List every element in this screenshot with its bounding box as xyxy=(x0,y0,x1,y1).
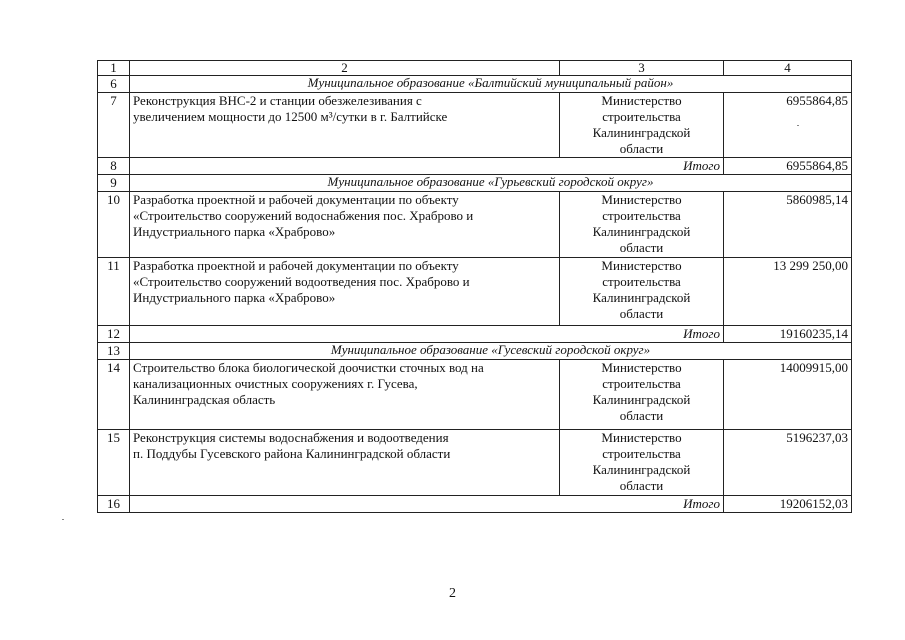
row-number: 11 xyxy=(98,258,130,326)
row-number: 6 xyxy=(98,76,130,93)
project-description xyxy=(130,360,560,430)
row-number: 12 xyxy=(98,326,130,343)
description-line: канализационных очистных сооружениях г. Гусева, xyxy=(133,376,418,391)
header-row xyxy=(98,61,852,76)
ministry-line: Калининградской xyxy=(592,224,691,239)
ministry-line: области xyxy=(619,408,664,423)
header-cell-2: 2 xyxy=(130,61,560,76)
row-number: 7 xyxy=(98,93,130,158)
ministry-line: области xyxy=(619,478,664,493)
table-row xyxy=(98,192,852,258)
amount-cell: 14009915,00 xyxy=(724,360,852,430)
scan-speck xyxy=(797,125,799,126)
ministry-line: Министерство xyxy=(601,192,682,207)
scan-speck xyxy=(62,519,64,520)
total-label: Итого xyxy=(130,496,724,513)
section-title: Муниципальное образование «Гусевский городской округ» xyxy=(130,343,852,360)
total-amount: 19160235,14 xyxy=(724,326,852,343)
total-row xyxy=(98,158,852,175)
description-line: Реконструкция ВНС-2 и станции обезжелезивания с xyxy=(133,93,422,108)
total-row xyxy=(98,496,852,513)
header-cell-3: 3 xyxy=(560,61,724,76)
ministry-line: Министерство xyxy=(601,430,682,445)
section-row xyxy=(98,343,852,360)
ministry-line: строительства xyxy=(602,376,681,391)
row-number: 10 xyxy=(98,192,130,258)
ministry-line: области xyxy=(619,240,664,255)
amount-cell: 5196237,03 xyxy=(724,430,852,496)
section-title: Муниципальное образование «Балтийский муниципальный район» xyxy=(130,76,852,93)
total-label: Итого xyxy=(130,326,724,343)
row-number: 9 xyxy=(98,175,130,192)
responsible-ministry xyxy=(560,93,724,158)
description-line: Калининградская область xyxy=(133,392,276,407)
row-number: 14 xyxy=(98,360,130,430)
amount-cell: 13 299 250,00 xyxy=(724,258,852,326)
project-description xyxy=(130,258,560,326)
ministry-line: Министерство xyxy=(601,93,682,108)
description-line: Реконструкция системы водоснабжения и водоотведения xyxy=(133,430,449,445)
amount-cell: 6955864,85 xyxy=(724,93,852,158)
page-number: 2 xyxy=(449,586,456,601)
responsible-ministry xyxy=(560,430,724,496)
ministry-line: области xyxy=(619,306,664,321)
section-title: Муниципальное образование «Гурьевский городской округ» xyxy=(130,175,852,192)
row-number: 13 xyxy=(98,343,130,360)
table-row xyxy=(98,258,852,326)
section-row xyxy=(98,76,852,93)
header-cell-1: 1 xyxy=(98,61,130,76)
ministry-line: строительства xyxy=(602,274,681,289)
header-cell-4: 4 xyxy=(724,61,852,76)
description-line: увеличением мощности до 12500 м³/сутки в г. Балтийске xyxy=(133,109,448,124)
total-amount: 19206152,03 xyxy=(724,496,852,513)
description-line: Строительство блока биологической доочистки сточных вод на xyxy=(133,360,484,375)
table-row xyxy=(98,360,852,430)
table-row xyxy=(98,430,852,496)
table-row xyxy=(98,93,852,158)
description-line: п. Поддубы Гусевского района Калининградской области xyxy=(133,446,451,461)
ministry-line: строительства xyxy=(602,446,681,461)
responsible-ministry xyxy=(560,360,724,430)
amount-cell: 5860985,14 xyxy=(724,192,852,258)
row-number: 15 xyxy=(98,430,130,496)
ministry-line: строительства xyxy=(602,208,681,223)
total-row xyxy=(98,326,852,343)
project-description xyxy=(130,192,560,258)
budget-table xyxy=(97,60,852,513)
total-label: Итого xyxy=(130,158,724,175)
ministry-line: области xyxy=(619,141,664,156)
row-number: 8 xyxy=(98,158,130,175)
ministry-line: строительства xyxy=(602,109,681,124)
description-line: Разработка проектной и рабочей документации по объекту xyxy=(133,258,459,273)
responsible-ministry xyxy=(560,192,724,258)
description-line: Индустриального парка «Храброво» xyxy=(133,224,336,239)
ministry-line: Калининградской xyxy=(592,290,691,305)
responsible-ministry xyxy=(560,258,724,326)
ministry-line: Калининградской xyxy=(592,462,691,477)
ministry-line: Министерство xyxy=(601,360,682,375)
total-amount: 6955864,85 xyxy=(724,158,852,175)
description-line: Индустриального парка «Храброво» xyxy=(133,290,336,305)
description-line: Разработка проектной и рабочей документации по объекту xyxy=(133,192,459,207)
project-description xyxy=(130,93,560,158)
ministry-line: Министерство xyxy=(601,258,682,273)
description-line: «Строительство сооружений водоснабжения пос. Храброво и xyxy=(133,208,474,223)
project-description xyxy=(130,430,560,496)
description-line: «Строительство сооружений водоотведения пос. Храброво и xyxy=(133,274,470,289)
ministry-line: Калининградской xyxy=(592,392,691,407)
section-row xyxy=(98,175,852,192)
ministry-line: Калининградской xyxy=(592,125,691,140)
row-number: 16 xyxy=(98,496,130,513)
